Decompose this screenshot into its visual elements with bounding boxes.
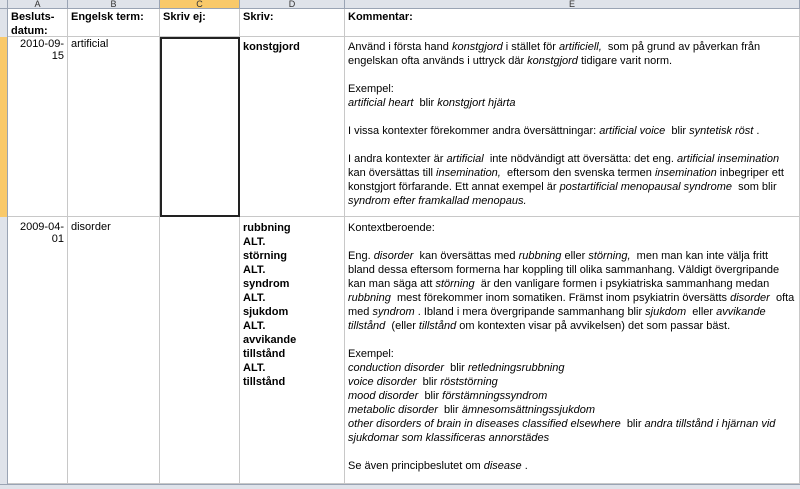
cell-english-row2[interactable]: disorder xyxy=(68,217,160,484)
sheet-tab-bar xyxy=(0,484,800,489)
header-dont-write[interactable]: Skriv ej: xyxy=(160,9,240,37)
cell-dont-write-row2[interactable] xyxy=(160,217,240,484)
cell-date-row2[interactable]: 2009-04-01 xyxy=(8,217,68,484)
column-header-b[interactable]: B xyxy=(68,0,160,9)
write-alt-label: ALT. xyxy=(243,264,266,276)
write-term: konstgjord xyxy=(243,41,300,53)
column-header-a[interactable]: A xyxy=(8,0,68,9)
write-term: störning xyxy=(243,250,287,262)
cell-comment-row1[interactable] xyxy=(345,37,800,217)
row-header-1[interactable] xyxy=(0,9,8,37)
write-alt-label: ALT. xyxy=(243,362,266,374)
header-write[interactable]: Skriv: xyxy=(240,9,345,37)
comment-paragraph: I andra kontexter är artificial inte nödvändigt att översätta: det eng. artificial insemination kan översättas till insemination, eftersom den svenska termen insemination inbegriper ett konstgjort förfarande. Ett annat exempel är postartificial menopausal syndrome som blir syndrom efter framkallad menopaus. xyxy=(348,153,784,207)
comment-paragraph: Kontextberoende: xyxy=(348,222,435,234)
comment-paragraph: Eng. disorder kan översättas med rubbning eller störning, men man kan inte välja fritt bland dessa eftersom formerna har koppling till olika sammanhang. Väldigt övergripande kan man säga att störning är den vanligare formen i psykiatriska sammanhang medan rubbning mest förekommer inom somatiken. Främst inom psykiatrin översätts disorder ofta med syndrom . Ibland i mera övergripande sammanhang blir sjukdom eller avvikande tillstånd (eller tillstånd om kontexten visar på avvikelsen) det som passar bäst. xyxy=(348,250,795,332)
write-alt-label: ALT. xyxy=(243,320,266,332)
write-term: syndrom xyxy=(243,278,290,290)
header-comment[interactable]: Kommentar: xyxy=(345,9,800,37)
header-decision-date[interactable]: Besluts- datum: xyxy=(8,9,68,37)
comment-paragraph: Exempel: artificial heart blir konstgjort hjärta xyxy=(348,83,516,109)
column-header-e[interactable]: E xyxy=(345,0,800,9)
comment-paragraph: I vissa kontexter förekommer andra översättningar: artificial voice blir syntetisk röst . xyxy=(348,125,760,137)
write-term: rubbning xyxy=(243,222,291,234)
header-english-term[interactable]: Engelsk term: xyxy=(68,9,160,37)
comment-paragraph: Se även principbeslutet om disease . xyxy=(348,460,528,472)
write-term: avvikande tillstånd xyxy=(243,334,297,360)
comment-paragraph: Exempel: conduction disorder blir retledningsrubbning voice disorder blir röststörning mood disorder blir förstämningssyndrom metabolic disorder blir ämnesomsättningssjukdom other disorders of brain in diseases classified elsewhere blir andra tillstånd i hjärnan vid sjukdomar som klassificeras annorstädes xyxy=(348,348,776,444)
comment-paragraph: Använd i första hand konstgjord i stället för artificiell, som på grund av påverkan från engelskan ofta används i uttryck där konstgjord tidigare varit norm. xyxy=(348,41,761,67)
row-header-2[interactable] xyxy=(0,37,8,217)
cell-date-row1[interactable]: 2010-09-15 xyxy=(8,37,68,217)
column-header-c[interactable]: C xyxy=(160,0,240,9)
write-term: sjukdom xyxy=(243,306,289,318)
cell-comment-row2[interactable] xyxy=(345,217,800,484)
cell-write-row1[interactable] xyxy=(240,37,345,217)
write-term: tillstånd xyxy=(243,376,286,388)
write-alt-label: ALT. xyxy=(243,292,266,304)
row-header-3[interactable] xyxy=(0,217,8,484)
cell-english-row1[interactable]: artificial xyxy=(68,37,160,217)
cell-write-row2[interactable] xyxy=(240,217,345,484)
cell-dont-write-row1-selected[interactable] xyxy=(160,37,240,217)
column-header-d[interactable]: D xyxy=(240,0,345,9)
corner-select-all[interactable] xyxy=(0,0,8,9)
write-alt-label: ALT. xyxy=(243,236,266,248)
